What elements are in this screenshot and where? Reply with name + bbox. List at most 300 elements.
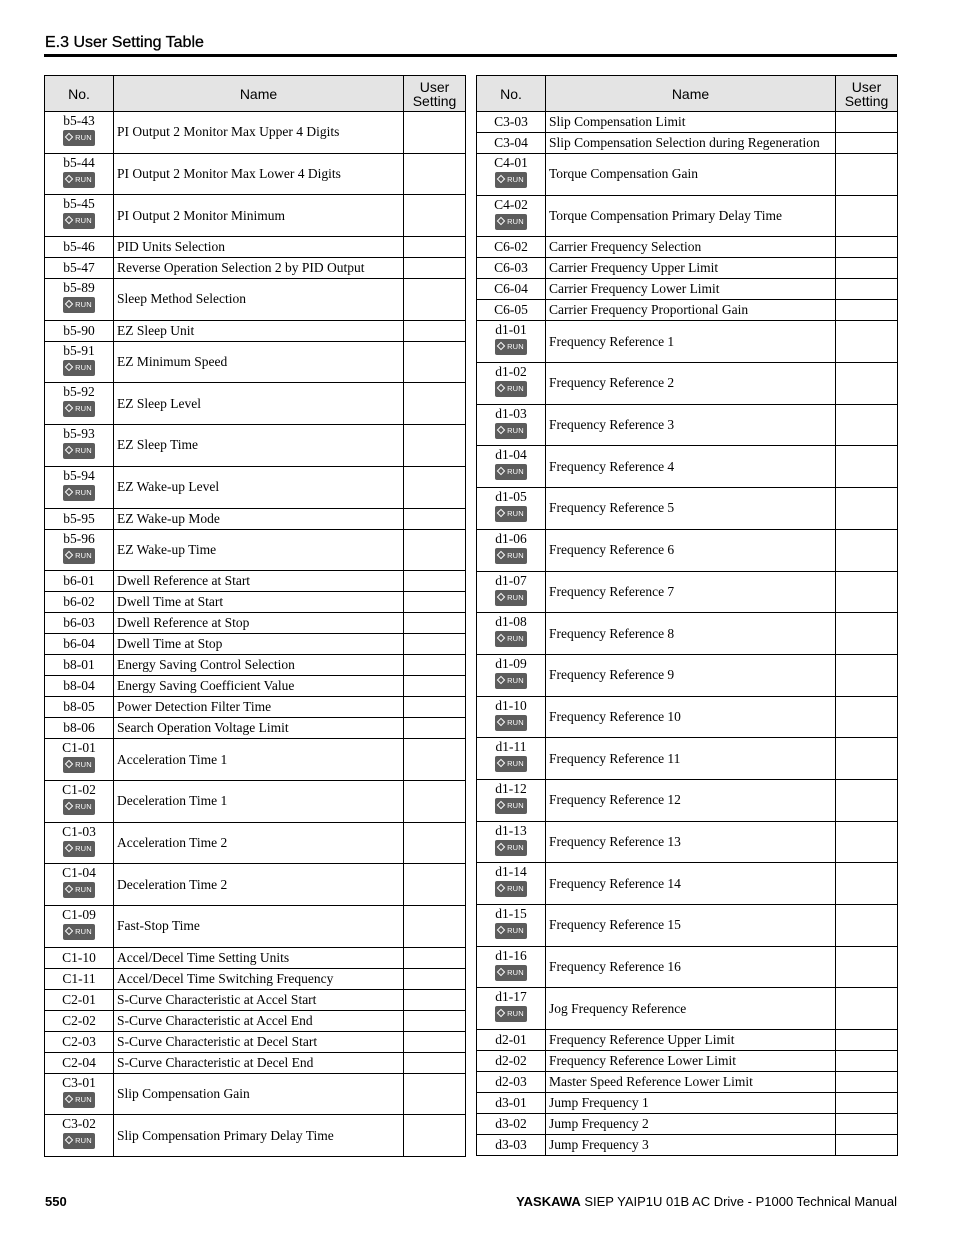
- param-number-cell: [477, 300, 546, 321]
- param-number-cell: [477, 946, 546, 988]
- table-row: [477, 905, 898, 947]
- user-setting-cell[interactable]: [836, 363, 898, 405]
- run-icon-label: RUN: [507, 550, 524, 560]
- table-row: [477, 279, 898, 300]
- diamond-icon: [497, 801, 505, 809]
- run-icon: [495, 840, 527, 856]
- param-number-cell: [45, 968, 114, 989]
- diamond-icon: [65, 1136, 73, 1144]
- table-row: [45, 968, 466, 989]
- user-setting-cell[interactable]: [404, 508, 466, 529]
- run-icon: [495, 214, 527, 230]
- param-name: Energy Saving Control Selection: [114, 655, 404, 676]
- user-setting-cell[interactable]: [404, 1010, 466, 1031]
- user-setting-cell[interactable]: [836, 321, 898, 363]
- run-icon: [495, 590, 527, 606]
- param-number: C1-02: [62, 781, 96, 797]
- table-row: [45, 258, 466, 279]
- run-icon: [495, 881, 527, 897]
- run-icon-label: RUN: [507, 759, 524, 769]
- run-icon: [495, 923, 527, 939]
- run-icon-label: RUN: [75, 843, 92, 853]
- diamond-icon: [497, 426, 505, 434]
- table-row: [45, 571, 466, 592]
- param-number-cell: [477, 237, 546, 258]
- run-icon-label: RUN: [75, 550, 92, 560]
- table-row: [477, 258, 898, 279]
- param-number: b5-93: [63, 426, 95, 442]
- run-icon: [495, 339, 527, 355]
- param-number-cell: [477, 571, 546, 613]
- diamond-icon: [497, 467, 505, 475]
- run-icon-label: RUN: [507, 717, 524, 727]
- user-setting-cell[interactable]: [404, 697, 466, 718]
- table-row: [477, 1072, 898, 1093]
- user-setting-cell[interactable]: [836, 112, 898, 133]
- table-body-right: [477, 112, 898, 1156]
- param-name: EZ Sleep Unit: [114, 320, 404, 341]
- param-number-cell: [477, 696, 546, 738]
- diamond-icon: [497, 175, 505, 183]
- param-number: d3-02: [495, 1116, 527, 1132]
- table-row: [45, 425, 466, 467]
- run-icon-label: RUN: [507, 634, 524, 644]
- run-icon: [63, 213, 95, 229]
- run-icon-label: RUN: [75, 133, 92, 142]
- param-number: d1-09: [495, 655, 527, 671]
- param-number: d1-17: [495, 989, 527, 1005]
- diamond-icon: [65, 885, 73, 893]
- param-number-cell: [45, 466, 114, 508]
- table-row: [45, 655, 466, 676]
- user-setting-cell[interactable]: [836, 237, 898, 258]
- param-name: Carrier Frequency Proportional Gain: [546, 300, 836, 321]
- run-icon: [63, 757, 95, 773]
- user-setting-cell[interactable]: [836, 195, 898, 237]
- run-icon: [63, 401, 95, 417]
- param-number: b5-96: [63, 530, 95, 546]
- param-name: EZ Sleep Time: [114, 425, 404, 467]
- table-row: [45, 508, 466, 529]
- diamond-icon: [497, 592, 505, 600]
- diamond-icon: [497, 717, 505, 725]
- param-name: Deceleration Time 1: [114, 780, 404, 822]
- param-number: d2-03: [495, 1074, 527, 1090]
- param-name: Frequency Reference 12: [546, 779, 836, 821]
- diamond-icon: [65, 488, 73, 496]
- param-number-cell: [45, 1010, 114, 1031]
- manual-title: SIEP YAIP1U 01B AC Drive - P1000 Technical Manual: [584, 1194, 897, 1209]
- param-number-cell: [477, 654, 546, 696]
- user-setting-cell[interactable]: [404, 1115, 466, 1157]
- user-setting-cell[interactable]: [836, 988, 898, 1030]
- run-icon-label: RUN: [507, 467, 524, 477]
- param-number: C3-01: [62, 1074, 96, 1090]
- run-icon-label: RUN: [507, 926, 524, 935]
- user-setting-cell[interactable]: [404, 529, 466, 571]
- table-body-left: [45, 112, 466, 1157]
- param-number-cell: [477, 863, 546, 905]
- table-row: [477, 571, 898, 613]
- user-setting-cell[interactable]: [404, 279, 466, 321]
- table-row: [477, 195, 898, 237]
- param-name: Frequency Reference 1: [546, 321, 836, 363]
- table-row: [45, 112, 466, 154]
- param-number: C2-02: [62, 1012, 96, 1028]
- diamond-icon: [65, 802, 73, 810]
- param-name: Frequency Reference 6: [546, 529, 836, 571]
- param-number: C1-10: [62, 949, 96, 965]
- run-icon: [495, 506, 527, 522]
- param-name: Reverse Operation Selection 2 by PID Output: [114, 258, 404, 279]
- param-name: S-Curve Characteristic at Decel End: [114, 1052, 404, 1073]
- param-number-cell: [477, 1114, 546, 1135]
- param-name: Slip Compensation Gain: [114, 1073, 404, 1115]
- param-name: S-Curve Characteristic at Accel Start: [114, 989, 404, 1010]
- run-icon: [63, 882, 95, 898]
- table-row: [45, 718, 466, 739]
- user-setting-cell[interactable]: [836, 300, 898, 321]
- run-icon-label: RUN: [507, 425, 524, 435]
- param-number-cell: [45, 592, 114, 613]
- user-setting-cell[interactable]: [836, 404, 898, 446]
- param-number-cell: [45, 341, 114, 383]
- param-number-cell: [45, 320, 114, 341]
- table-row: [477, 1030, 898, 1051]
- param-name: Frequency Reference Lower Limit: [546, 1051, 836, 1072]
- user-setting-cell[interactable]: [836, 821, 898, 863]
- param-number: b6-04: [63, 636, 95, 652]
- param-number: d1-05: [495, 489, 527, 505]
- param-number: d1-14: [495, 864, 527, 880]
- param-name: Slip Compensation Primary Delay Time: [114, 1115, 404, 1157]
- param-number: d1-12: [495, 780, 527, 796]
- table-row: [45, 864, 466, 906]
- user-setting-cell[interactable]: [836, 613, 898, 655]
- param-number: b8-06: [63, 720, 95, 736]
- diamond-icon: [497, 967, 505, 975]
- param-name: PID Units Selection: [114, 237, 404, 258]
- diamond-icon: [497, 926, 505, 934]
- param-name: Frequency Reference 5: [546, 488, 836, 530]
- param-name: Fast-Stop Time: [114, 905, 404, 947]
- table-row: [477, 321, 898, 363]
- param-number-cell: [45, 529, 114, 571]
- param-number-cell: [477, 363, 546, 405]
- user-setting-cell[interactable]: [836, 905, 898, 947]
- param-name: Dwell Reference at Stop: [114, 613, 404, 634]
- user-setting-cell[interactable]: [404, 676, 466, 697]
- header-user-setting: [404, 76, 466, 112]
- user-setting-cell[interactable]: [404, 634, 466, 655]
- param-name: Frequency Reference 16: [546, 946, 836, 988]
- user-setting-cell[interactable]: [404, 968, 466, 989]
- run-icon-label: RUN: [75, 1136, 92, 1146]
- user-setting-cell[interactable]: [404, 864, 466, 906]
- diamond-icon: [65, 300, 73, 308]
- param-name: EZ Sleep Level: [114, 383, 404, 425]
- param-name: Frequency Reference Upper Limit: [546, 1030, 836, 1051]
- run-icon-label: RUN: [75, 801, 92, 811]
- param-number: C3-03: [494, 114, 528, 129]
- run-icon: [495, 381, 527, 397]
- param-number-cell: [45, 195, 114, 237]
- param-name: PI Output 2 Monitor Max Upper 4 Digits: [114, 112, 404, 154]
- diamond-icon: [65, 404, 73, 412]
- user-setting-cell[interactable]: [404, 153, 466, 195]
- user-setting-cell[interactable]: [404, 739, 466, 781]
- diamond-icon: [65, 363, 73, 371]
- user-setting-cell[interactable]: [836, 946, 898, 988]
- table-row: [477, 1135, 898, 1156]
- run-icon-label: RUN: [75, 300, 92, 310]
- run-icon: [63, 1092, 95, 1108]
- table-row: [477, 779, 898, 821]
- page-number: 550: [45, 1194, 67, 1209]
- run-icon: [63, 799, 95, 815]
- user-setting-cell[interactable]: [404, 112, 466, 154]
- run-icon: [495, 673, 527, 689]
- title-rule: [44, 54, 897, 57]
- header-user-setting-line2: Setting: [844, 92, 889, 109]
- param-number: C2-03: [62, 1033, 96, 1049]
- table-row: [477, 696, 898, 738]
- run-icon-label: RUN: [507, 509, 524, 519]
- header-name: Name: [546, 76, 836, 112]
- param-name: Frequency Reference 4: [546, 446, 836, 488]
- param-number-cell: [477, 1135, 546, 1156]
- param-name: Frequency Reference 7: [546, 571, 836, 613]
- param-number: d3-01: [495, 1095, 527, 1111]
- table-row: [477, 946, 898, 988]
- table-row: [45, 905, 466, 947]
- param-name: Energy Saving Coefficient Value: [114, 676, 404, 697]
- user-setting-cell[interactable]: [836, 863, 898, 905]
- param-number-cell: [477, 1093, 546, 1114]
- user-setting-cell[interactable]: [404, 195, 466, 237]
- diamond-icon: [497, 759, 505, 767]
- param-number: C1-04: [62, 865, 96, 881]
- user-setting-cell[interactable]: [836, 154, 898, 196]
- run-icon-label: RUN: [75, 404, 92, 414]
- user-setting-cell[interactable]: [836, 258, 898, 279]
- user-setting-cell[interactable]: [404, 718, 466, 739]
- user-setting-cell[interactable]: [836, 529, 898, 571]
- param-number-cell: [477, 821, 546, 863]
- table-header-row: [45, 76, 466, 112]
- param-name: Acceleration Time 2: [114, 822, 404, 864]
- user-setting-cell[interactable]: [404, 655, 466, 676]
- run-icon-label: RUN: [75, 487, 92, 497]
- manual-footer: [516, 1194, 897, 1209]
- user-setting-cell[interactable]: [404, 780, 466, 822]
- user-setting-cell[interactable]: [836, 1051, 898, 1072]
- param-name: Frequency Reference 11: [546, 738, 836, 780]
- param-number: d2-02: [495, 1053, 527, 1069]
- run-icon-label: RUN: [75, 760, 92, 770]
- param-number-cell: [477, 1051, 546, 1072]
- run-icon: [495, 548, 527, 564]
- param-name: Carrier Frequency Lower Limit: [546, 279, 836, 300]
- user-setting-cell[interactable]: [404, 905, 466, 947]
- table-row: [45, 780, 466, 822]
- user-setting-cell[interactable]: [404, 425, 466, 467]
- user-setting-cell[interactable]: [836, 654, 898, 696]
- table-row: [477, 300, 898, 321]
- param-number: d1-08: [495, 614, 527, 630]
- user-setting-cell[interactable]: [404, 383, 466, 425]
- param-number-cell: [477, 154, 546, 196]
- diamond-icon: [497, 384, 505, 392]
- param-number: b8-05: [63, 699, 95, 715]
- table-row: [477, 988, 898, 1030]
- param-number: d1-13: [495, 822, 527, 838]
- user-setting-cell[interactable]: [404, 592, 466, 613]
- param-name: Dwell Time at Stop: [114, 634, 404, 655]
- table-row: [45, 320, 466, 341]
- user-setting-cell[interactable]: [404, 947, 466, 968]
- user-setting-cell[interactable]: [836, 279, 898, 300]
- param-number-cell: [45, 905, 114, 947]
- param-number: C4-01: [494, 155, 528, 170]
- diamond-icon: [497, 1009, 505, 1017]
- param-number-cell: [45, 655, 114, 676]
- user-setting-table-right: [476, 75, 898, 1156]
- diamond-icon: [65, 1094, 73, 1102]
- table-row: [45, 822, 466, 864]
- param-name: Frequency Reference 10: [546, 696, 836, 738]
- param-number: d1-01: [495, 322, 527, 338]
- user-setting-cell[interactable]: [404, 822, 466, 864]
- param-number: d1-02: [495, 364, 527, 380]
- run-icon: [63, 548, 95, 564]
- param-number: C1-11: [62, 970, 96, 986]
- user-setting-cell[interactable]: [404, 258, 466, 279]
- param-number: b5-45: [63, 196, 95, 212]
- param-number: b6-02: [63, 594, 95, 610]
- param-name: Accel/Decel Time Switching Frequency: [114, 968, 404, 989]
- run-icon: [495, 798, 527, 814]
- param-number: b5-92: [63, 384, 95, 400]
- run-icon: [495, 631, 527, 647]
- table-row: [45, 195, 466, 237]
- param-name: Frequency Reference 14: [546, 863, 836, 905]
- user-setting-cell[interactable]: [836, 446, 898, 488]
- diamond-icon: [497, 509, 505, 517]
- param-name: Torque Compensation Primary Delay Time: [546, 195, 836, 237]
- user-setting-cell[interactable]: [836, 571, 898, 613]
- param-number: d1-07: [495, 572, 527, 588]
- user-setting-cell[interactable]: [404, 466, 466, 508]
- user-setting-cell[interactable]: [404, 613, 466, 634]
- param-number: b8-04: [63, 678, 95, 694]
- param-number: d1-03: [495, 405, 527, 421]
- user-setting-cell[interactable]: [404, 341, 466, 383]
- param-number-cell: [45, 1115, 114, 1157]
- run-icon-label: RUN: [75, 446, 92, 456]
- param-number: C3-02: [62, 1116, 96, 1132]
- user-setting-cell[interactable]: [836, 1030, 898, 1051]
- user-setting-cell[interactable]: [836, 1072, 898, 1093]
- table-row: [45, 613, 466, 634]
- param-name: Carrier Frequency Selection: [546, 237, 836, 258]
- table-row: [477, 363, 898, 405]
- user-setting-cell[interactable]: [404, 320, 466, 341]
- param-number-cell: [477, 779, 546, 821]
- param-number-cell: [45, 1031, 114, 1052]
- param-name: Acceleration Time 1: [114, 739, 404, 781]
- param-number: C3-04: [494, 135, 528, 150]
- user-setting-cell[interactable]: [404, 571, 466, 592]
- param-number: d2-01: [495, 1032, 527, 1048]
- table-row: [477, 1051, 898, 1072]
- user-setting-cell[interactable]: [836, 738, 898, 780]
- diamond-icon: [65, 446, 73, 454]
- diamond-icon: [65, 843, 73, 851]
- param-name: Power Detection Filter Time: [114, 697, 404, 718]
- user-setting-cell[interactable]: [404, 1052, 466, 1073]
- param-name: EZ Wake-up Level: [114, 466, 404, 508]
- table-row: [477, 154, 898, 196]
- param-number: C1-03: [62, 823, 96, 839]
- table-header-row: [477, 76, 898, 112]
- user-setting-cell[interactable]: [836, 488, 898, 530]
- run-icon-label: RUN: [507, 342, 524, 352]
- diamond-icon: [65, 174, 73, 182]
- user-setting-cell[interactable]: [836, 779, 898, 821]
- run-icon-label: RUN: [507, 675, 524, 685]
- table-row: [45, 1115, 466, 1157]
- run-icon-label: RUN: [75, 885, 92, 895]
- run-icon: [63, 924, 95, 940]
- brand-name: YASKAWA: [516, 1194, 581, 1209]
- user-setting-cell[interactable]: [836, 133, 898, 154]
- param-number-cell: [45, 571, 114, 592]
- param-number-cell: [477, 1030, 546, 1051]
- param-number-cell: [477, 195, 546, 237]
- param-name: Jump Frequency 1: [546, 1093, 836, 1114]
- user-setting-cell[interactable]: [404, 989, 466, 1010]
- user-setting-cell[interactable]: [836, 1114, 898, 1135]
- param-number-cell: [45, 425, 114, 467]
- param-number-cell: [45, 258, 114, 279]
- param-number: d1-16: [495, 947, 527, 963]
- user-setting-cell[interactable]: [404, 1031, 466, 1052]
- user-setting-cell[interactable]: [404, 1073, 466, 1115]
- param-number: d1-15: [495, 906, 527, 921]
- run-icon: [63, 172, 95, 188]
- param-number: b5-89: [63, 280, 95, 296]
- user-setting-cell[interactable]: [836, 1093, 898, 1114]
- run-icon-label: RUN: [507, 967, 524, 977]
- user-setting-cell[interactable]: [836, 696, 898, 738]
- param-number: d3-03: [495, 1137, 527, 1153]
- user-setting-cell[interactable]: [404, 237, 466, 258]
- param-number-cell: [477, 446, 546, 488]
- header-user-setting-line2: Setting: [412, 92, 457, 109]
- param-number-cell: [477, 488, 546, 530]
- param-number: C6-05: [494, 302, 528, 318]
- user-setting-cell[interactable]: [836, 1135, 898, 1156]
- param-name: PI Output 2 Monitor Max Lower 4 Digits: [114, 153, 404, 195]
- param-name: Dwell Time at Start: [114, 592, 404, 613]
- param-number-cell: [45, 508, 114, 529]
- param-number-cell: [45, 739, 114, 781]
- table-row: [45, 153, 466, 195]
- table-row: [477, 738, 898, 780]
- param-number-cell: [45, 153, 114, 195]
- param-number: b5-43: [63, 113, 95, 128]
